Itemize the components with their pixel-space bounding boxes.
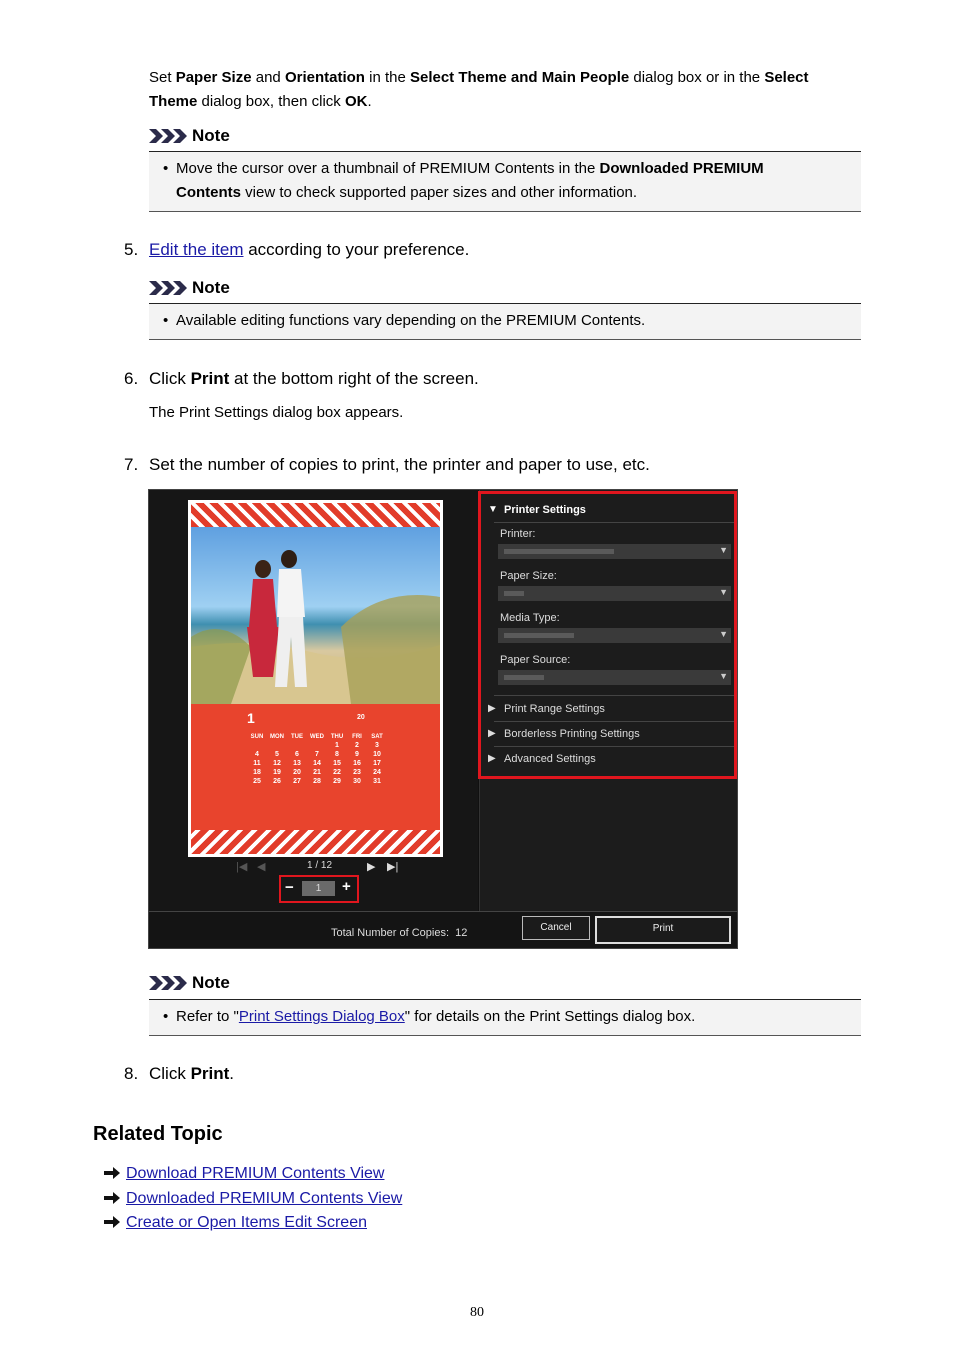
- dialog-footer: [149, 911, 737, 949]
- print-button[interactable]: Print: [595, 916, 731, 944]
- copies-input[interactable]: 1: [302, 881, 335, 896]
- calendar-date: 6: [295, 751, 299, 758]
- calendar-date: 8: [335, 751, 339, 758]
- expand-right-icon: ▶: [488, 703, 496, 714]
- total-copies: Total Number of Copies: 12: [331, 927, 468, 939]
- calendar-date: 5: [275, 751, 279, 758]
- arrow-right-icon: [104, 1192, 120, 1204]
- settings-divider: [494, 721, 734, 722]
- calendar-date: [267, 742, 287, 749]
- note-title: Note: [192, 278, 230, 297]
- note-arrows-icon: [149, 975, 187, 991]
- step-number-7: 7.: [124, 455, 139, 474]
- next-page-button[interactable]: ▶: [367, 861, 376, 873]
- calendar-weekday: FRI: [352, 734, 362, 740]
- paper-size-select[interactable]: [498, 586, 731, 601]
- copies-stepper: [279, 875, 359, 903]
- calendar-weekday: THU: [330, 734, 344, 740]
- note-title: Note: [192, 973, 230, 992]
- calendar-preview: [188, 500, 443, 857]
- calendar-date: 24: [373, 769, 381, 776]
- related-link-row: [104, 1163, 384, 1185]
- calendar-date: 3: [375, 742, 379, 749]
- note-title: Note: [192, 126, 230, 145]
- calendar-date: 4: [255, 751, 259, 758]
- related-topic-heading: Related Topic: [93, 1123, 223, 1145]
- note-item: • Move the cursor over a thumbnail of PREMIUM Contents in the Downloaded PREMIUM Contents view to check supported paper sizes and other information.: [163, 160, 764, 201]
- calendar-date: 23: [353, 769, 361, 776]
- calendar-date: 12: [273, 760, 281, 767]
- calendar-date: 26: [273, 778, 281, 785]
- edit-item-link[interactable]: Edit the item: [149, 240, 244, 259]
- download-premium-contents-link[interactable]: Download PREMIUM Contents View: [126, 1165, 385, 1182]
- settings-divider: [494, 695, 734, 696]
- first-page-button[interactable]: |◀: [236, 861, 248, 873]
- calendar-date: 31: [373, 778, 381, 785]
- note-arrows-icon: [149, 128, 187, 144]
- settings-divider: [494, 522, 734, 523]
- expand-right-icon: ▶: [488, 753, 496, 764]
- expand-right-icon: ▶: [488, 728, 496, 739]
- note-item: • Refer to "Print Settings Dialog Box" for details on the Print Settings dialog box.: [163, 1008, 696, 1025]
- calendar-date: 19: [273, 769, 281, 776]
- print-settings-screenshot: [148, 489, 738, 949]
- pattern-band-top: [191, 503, 440, 527]
- calendar-date: 29: [333, 778, 341, 785]
- calendar-weekday: SAT: [371, 734, 383, 740]
- calendar-date: 30: [353, 778, 361, 785]
- calendar-weekday: WED: [310, 734, 324, 740]
- note-heading-3: [149, 972, 230, 994]
- calendar-date: 28: [313, 778, 321, 785]
- calendar-date: 10: [373, 751, 381, 758]
- step-8-text: Click Print.: [149, 1064, 235, 1083]
- calendar-date: 17: [373, 760, 381, 767]
- last-page-button[interactable]: ▶|: [387, 861, 399, 873]
- calendar-date: 22: [333, 769, 341, 776]
- calendar-month: 1: [247, 710, 255, 726]
- step-number-5: 5.: [124, 240, 139, 259]
- printer-select[interactable]: [498, 544, 731, 559]
- calendar-date: 1: [335, 742, 339, 749]
- step-number-8: 8.: [124, 1064, 139, 1083]
- calendar-date: 27: [293, 778, 301, 785]
- calendar-date: 20: [293, 769, 301, 776]
- calendar-date: 2: [355, 742, 359, 749]
- calendar-date: 13: [293, 760, 301, 767]
- step-6-text: Click Print at the bottom right of the screen.: [149, 369, 479, 388]
- step-5-text: Edit the item according to your preference.: [149, 240, 470, 259]
- page-number: 80: [470, 1305, 484, 1320]
- calendar-date: 21: [313, 769, 321, 776]
- calendar-weekday: SUN: [250, 734, 264, 740]
- calendar-date: [307, 742, 327, 749]
- print-settings-dialog-link[interactable]: Print Settings Dialog Box: [238, 1008, 405, 1025]
- expand-down-icon: ▼: [488, 504, 498, 515]
- cancel-button[interactable]: Cancel: [522, 916, 590, 940]
- create-open-items-link[interactable]: Create or Open Items Edit Screen: [126, 1214, 367, 1231]
- note-item: • Available editing functions vary depending on the PREMIUM Contents.: [163, 312, 646, 329]
- note-heading-2: [149, 277, 230, 299]
- calendar-date: 15: [333, 760, 341, 767]
- prev-page-button[interactable]: ◀: [257, 861, 266, 873]
- settings-divider: [494, 746, 734, 747]
- related-link-row: [104, 1188, 402, 1210]
- note-box-1: [149, 151, 861, 212]
- calendar-date: [247, 742, 267, 749]
- calendar-grid: [247, 734, 387, 785]
- calendar-weekday: MON: [270, 734, 284, 740]
- preview-photo: [191, 527, 440, 704]
- media-type-select[interactable]: [498, 628, 731, 643]
- calendar-page: [191, 704, 440, 830]
- calendar-date: 25: [253, 778, 261, 785]
- step-7-text: Set the number of copies to print, the printer and paper to use, etc.: [149, 455, 650, 474]
- calendar-date: [287, 742, 307, 749]
- arrow-right-icon: [104, 1167, 120, 1179]
- note-box-3: [149, 999, 861, 1036]
- couple-illustration: [191, 527, 440, 704]
- calendar-date: 16: [353, 760, 361, 767]
- calendar-weekday: TUE: [291, 734, 303, 740]
- calendar-date: 11: [253, 760, 261, 767]
- arrow-right-icon: [104, 1216, 120, 1228]
- calendar-date: 9: [355, 751, 359, 758]
- note-box-2: [149, 303, 861, 340]
- note-arrows-icon: [149, 280, 187, 296]
- pattern-band-bottom: [191, 830, 440, 854]
- calendar-date: 7: [315, 751, 319, 758]
- paper-source-select[interactable]: [498, 670, 731, 685]
- intro-paragraph: Set Paper Size and Orientation in the Select Theme and Main People dialog box or in the Select Theme dialog box, then click OK.: [149, 69, 809, 110]
- calendar-date: 18: [253, 769, 261, 776]
- step-6-result: The Print Settings dialog box appears.: [149, 404, 404, 421]
- page-indicator: 1 / 12: [307, 860, 333, 871]
- preview-pane: [149, 490, 478, 911]
- downloaded-premium-contents-link[interactable]: Downloaded PREMIUM Contents View: [126, 1190, 403, 1207]
- plus-button[interactable]: +: [342, 878, 351, 895]
- note-heading-1: [149, 125, 230, 147]
- step-number-6: 6.: [124, 369, 139, 388]
- calendar-year: 20: [357, 714, 365, 721]
- settings-pane: ▼ Printer Settings Printer: ▼ Paper Size: ▼ Media Type: ▼ Paper Source: ▼ ▶ Print Range Settings ▶ Borderless Printing Settings ▶ Advanced Settings: [479, 490, 738, 911]
- calendar-date: 14: [313, 760, 321, 767]
- minus-button[interactable]: −: [285, 879, 294, 896]
- related-link-row: [104, 1212, 367, 1234]
